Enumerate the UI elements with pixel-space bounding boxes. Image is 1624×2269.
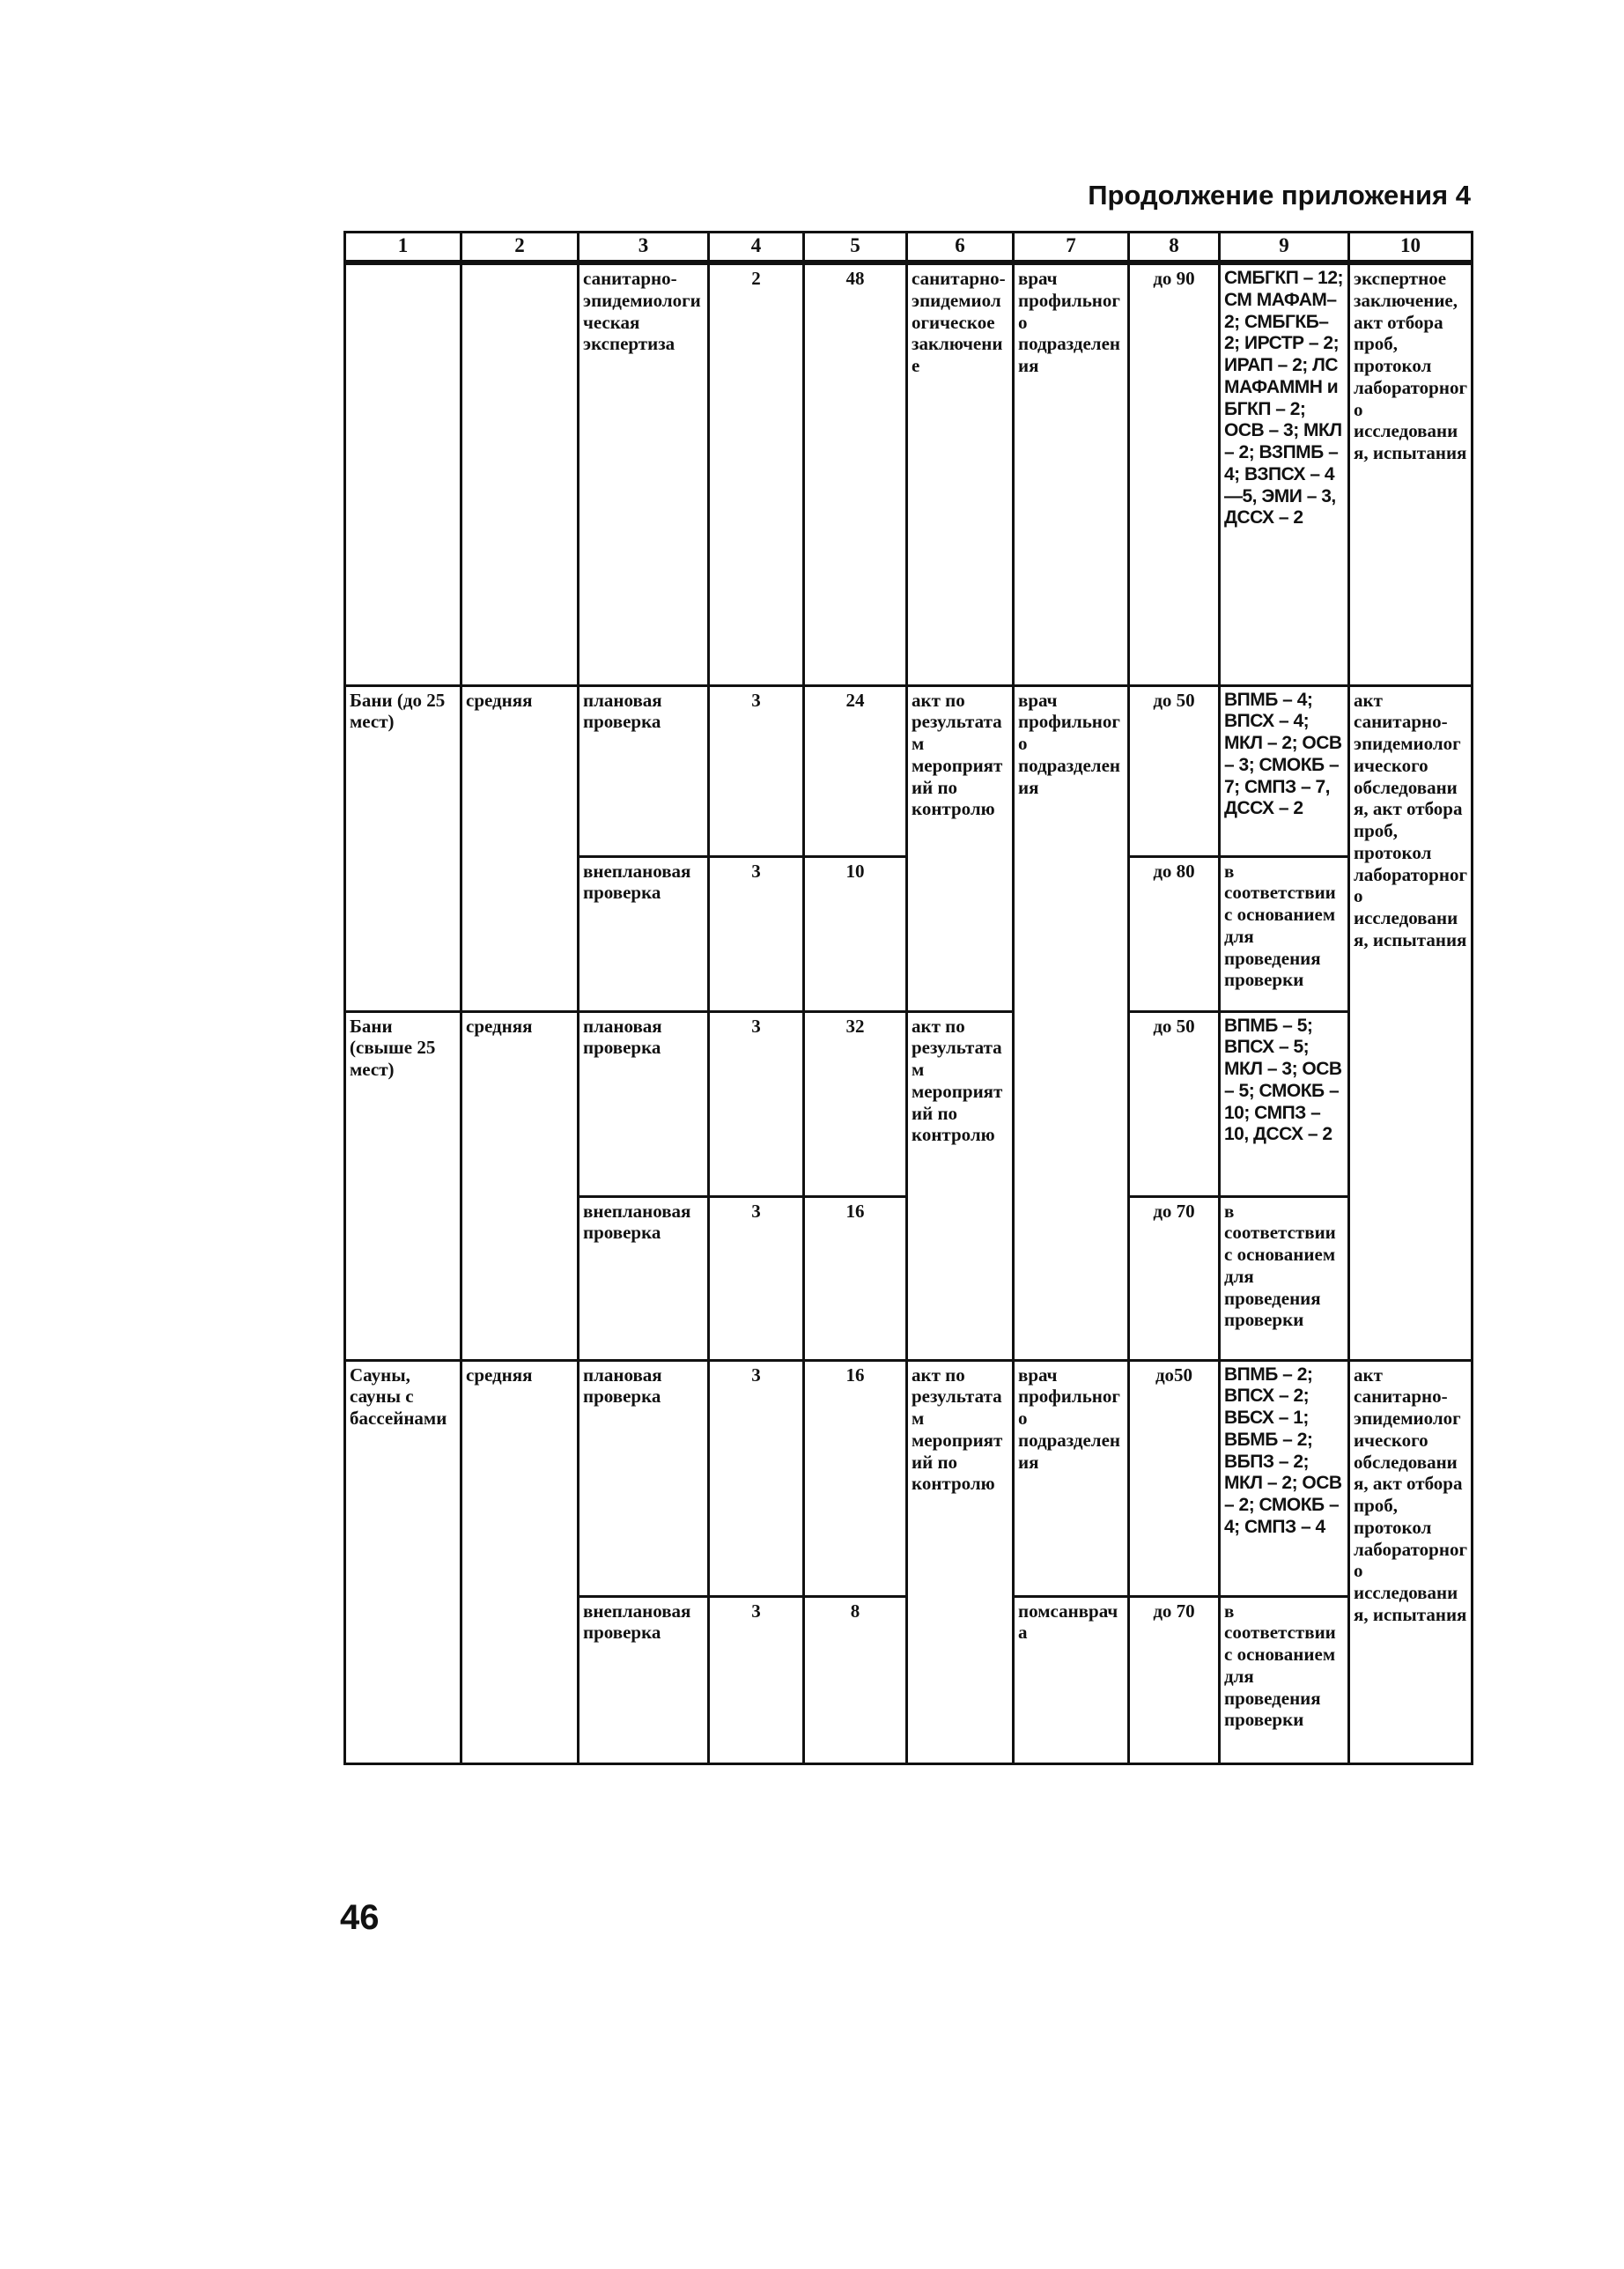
- col-header-2: 2: [461, 233, 579, 263]
- row2-tests: ВПМБ – 4; ВПСХ – 4; МКЛ – 2; ОСВ – 3; СМОКБ – 7; СМПЗ – 7, ДССХ – 2: [1220, 685, 1349, 856]
- row3-tests: в соответствии с основанием для проведения проверки: [1220, 856, 1349, 1011]
- row2-risk: средняя: [461, 685, 579, 1011]
- row1-result: экспертное заключение, акт отбора проб, протокол лабораторного исследования, испытания: [1349, 262, 1473, 685]
- col-header-9: 9: [1220, 233, 1349, 263]
- row6-result: акт санитарно-эпидемиологического обследования, акт отбора проб, протокол лабораторного исследования, испытания: [1349, 1360, 1473, 1763]
- row1-col5: 48: [804, 262, 907, 685]
- col-header-10: 10: [1349, 233, 1473, 263]
- row3-type: внеплановая проверка: [579, 856, 709, 1011]
- row5-col5: 16: [804, 1196, 907, 1360]
- row6-document: акт по результатам мероприятий по контролю: [907, 1360, 1014, 1763]
- row2-document: акт по результатам мероприятий по контролю: [907, 685, 1014, 1011]
- row4-document: акт по результатам мероприятий по контролю: [907, 1011, 1014, 1360]
- row5-col8: до 70: [1129, 1196, 1220, 1360]
- inspection-table: [343, 231, 1473, 1765]
- row4-tests: ВПМБ – 5; ВПСХ – 5; МКЛ – 3; ОСВ – 5; СМОКБ – 10; СМПЗ – 10, ДССХ – 2: [1220, 1011, 1349, 1196]
- row1-staff: врач профильного подразделения: [1014, 262, 1129, 685]
- row7-staff: помсанврача: [1014, 1596, 1129, 1763]
- row7-col4: 3: [709, 1596, 804, 1763]
- col-header-8: 8: [1129, 233, 1220, 263]
- row2-object: Бани (до 25 мест): [345, 685, 461, 1011]
- column-number-row: [345, 233, 1473, 263]
- row2-col4: 3: [709, 685, 804, 856]
- row1-col8: до 90: [1129, 262, 1220, 685]
- row6-risk: средняя: [461, 1360, 579, 1763]
- row2-result: акт санитарно-эпидемиологического обследования, акт отбора проб, протокол лабораторного исследования, испытания: [1349, 685, 1473, 1360]
- col-header-1: 1: [345, 233, 461, 263]
- col-header-3: 3: [579, 233, 709, 263]
- row2-type: плановая проверка: [579, 685, 709, 856]
- row2-col8: до 50: [1129, 685, 1220, 856]
- row7-tests: в соответствии с основанием для проведения проверки: [1220, 1596, 1349, 1763]
- col-header-7: 7: [1014, 233, 1129, 263]
- row4-col5: 32: [804, 1011, 907, 1196]
- row6-object: Сауны, сауны с бассейнами: [345, 1360, 461, 1763]
- row1-type: санитарно-эпидемиологическая экспертиза: [579, 262, 709, 685]
- row3-col5: 10: [804, 856, 907, 1011]
- row6-tests: ВПМБ – 2; ВПСХ – 2; ВБСХ – 1; ВБМБ – 2; ВБПЗ – 2; МКЛ – 2; ОСВ – 2; СМОКБ – 4; СМПЗ – 4: [1220, 1360, 1349, 1596]
- row4-type: плановая проверка: [579, 1011, 709, 1196]
- col-header-5: 5: [804, 233, 907, 263]
- row2-col5: 24: [804, 685, 907, 856]
- row3-col8: до 80: [1129, 856, 1220, 1011]
- table-row: [345, 262, 1473, 685]
- row4-object: Бани (свыше 25 мест): [345, 1011, 461, 1360]
- row1-tests: СМБГКП – 12; СМ МАФАМ–2; СМБГКБ–2; ИРСТР – 2; ИРАП – 2; ЛС МАФАММН и БГКП – 2; ОСВ – 3; МКЛ – 2; ВЗПМБ – 4; ВЗПСХ – 4—5, ЭМИ – 3, ДССХ – 2: [1220, 262, 1349, 685]
- row1-object: [345, 262, 461, 685]
- row6-type: плановая проверка: [579, 1360, 709, 1596]
- row6-staff: врач профильного подразделения: [1014, 1360, 1129, 1596]
- row1-risk: [461, 262, 579, 685]
- col-header-4: 4: [709, 233, 804, 263]
- row1-document: санитарно-эпидемиологическое заключение: [907, 262, 1014, 685]
- row6-col5: 16: [804, 1360, 907, 1596]
- col-header-6: 6: [907, 233, 1014, 263]
- row1-col4: 2: [709, 262, 804, 685]
- row2-staff: врач профильного подразделения: [1014, 685, 1129, 1360]
- row5-type: внеплановая проверка: [579, 1196, 709, 1360]
- row6-col4: 3: [709, 1360, 804, 1596]
- row5-tests: в соответствии с основанием для проведения проверки: [1220, 1196, 1349, 1360]
- table-row: [345, 685, 1473, 856]
- page-header: Продолжение приложения 4: [1088, 180, 1471, 211]
- row7-type: внеплановая проверка: [579, 1596, 709, 1763]
- row4-risk: средняя: [461, 1011, 579, 1360]
- row6-col8: до50: [1129, 1360, 1220, 1596]
- row4-col8: до 50: [1129, 1011, 1220, 1196]
- row4-col4: 3: [709, 1011, 804, 1196]
- page-number: 46: [340, 1898, 380, 1937]
- row7-col8: до 70: [1129, 1596, 1220, 1763]
- row5-col4: 3: [709, 1196, 804, 1360]
- row7-col5: 8: [804, 1596, 907, 1763]
- table-row: [345, 1011, 1473, 1196]
- table-row: [345, 1360, 1473, 1596]
- row3-col4: 3: [709, 856, 804, 1011]
